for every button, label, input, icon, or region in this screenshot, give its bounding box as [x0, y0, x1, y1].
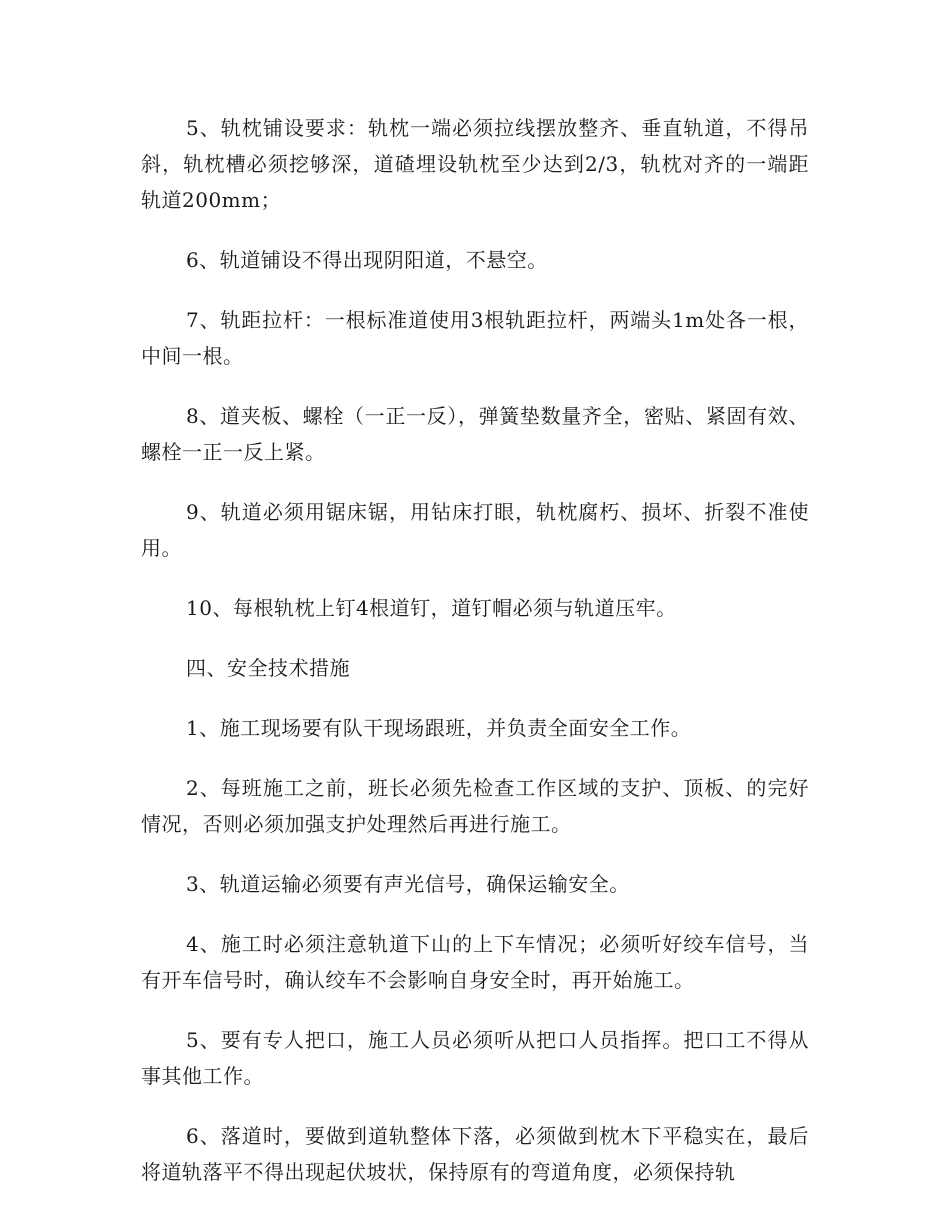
paragraph-rail-cutting: 9、轨道必须用锯床锯，用钻床打眼，轨枕腐朽、损坏、折裂不准使用。 — [141, 500, 809, 560]
paragraph-sleeper-laying: 5、轨枕铺设要求：轨枕一端必须拉线摆放整齐、垂直轨道，不得吊斜，轨枕槽必须挖够深，道碴埋设轨枕至少达到2/3，轨枕对齐的一端距轨道200mm； — [141, 116, 809, 212]
paragraph-track-spikes: 10、每根轨枕上钉4根道钉，道钉帽必须与轨道压牢。 — [186, 596, 677, 620]
paragraph-no-uneven-track: 6、轨道铺设不得出现阴阳道，不悬空。 — [186, 248, 548, 272]
paragraph-lookout-person: 5、要有专人把口，施工人员必须听从把口人员指挥。把口工不得从事其他工作。 — [141, 1028, 809, 1088]
paragraph-gauge-rod: 7、轨距拉杆：一根标准道使用3根轨距拉杆，两端头1m处各一根，中间一根。 — [141, 308, 809, 368]
paragraph-winch-signals: 4、施工时必须注意轨道下山的上下车情况；必须听好绞车信号，当有开车信号时，确认绞车不会影响自身安全时，再开始施工。 — [141, 932, 809, 992]
paragraph-fishplate-bolts: 8、道夹板、螺栓（一正一反），弹簧垫数量齐全，密贴、紧固有效、螺栓一正一反上紧。 — [141, 404, 809, 464]
paragraph-pre-shift-inspection: 2、每班施工之前，班长必须先检查工作区域的支护、顶板、的完好情况，否则必须加强支护处理然后再进行施工。 — [141, 776, 809, 836]
paragraph-signal-lights: 3、轨道运输必须要有声光信号，确保运输安全。 — [186, 872, 630, 896]
document-body — [141, 110, 809, 1214]
section-heading-safety-measures: 四、安全技术措施 — [186, 656, 350, 680]
paragraph-site-supervision: 1、施工现场要有队干现场跟班，并负责全面安全工作。 — [186, 716, 692, 740]
paragraph-track-lowering: 6、落道时，要做到道轨整体下落，必须做到枕木下平稳实在，最后将道轨落平不得出现起伏坡状，保持原有的弯道角度，必须保持轨 — [141, 1124, 809, 1184]
